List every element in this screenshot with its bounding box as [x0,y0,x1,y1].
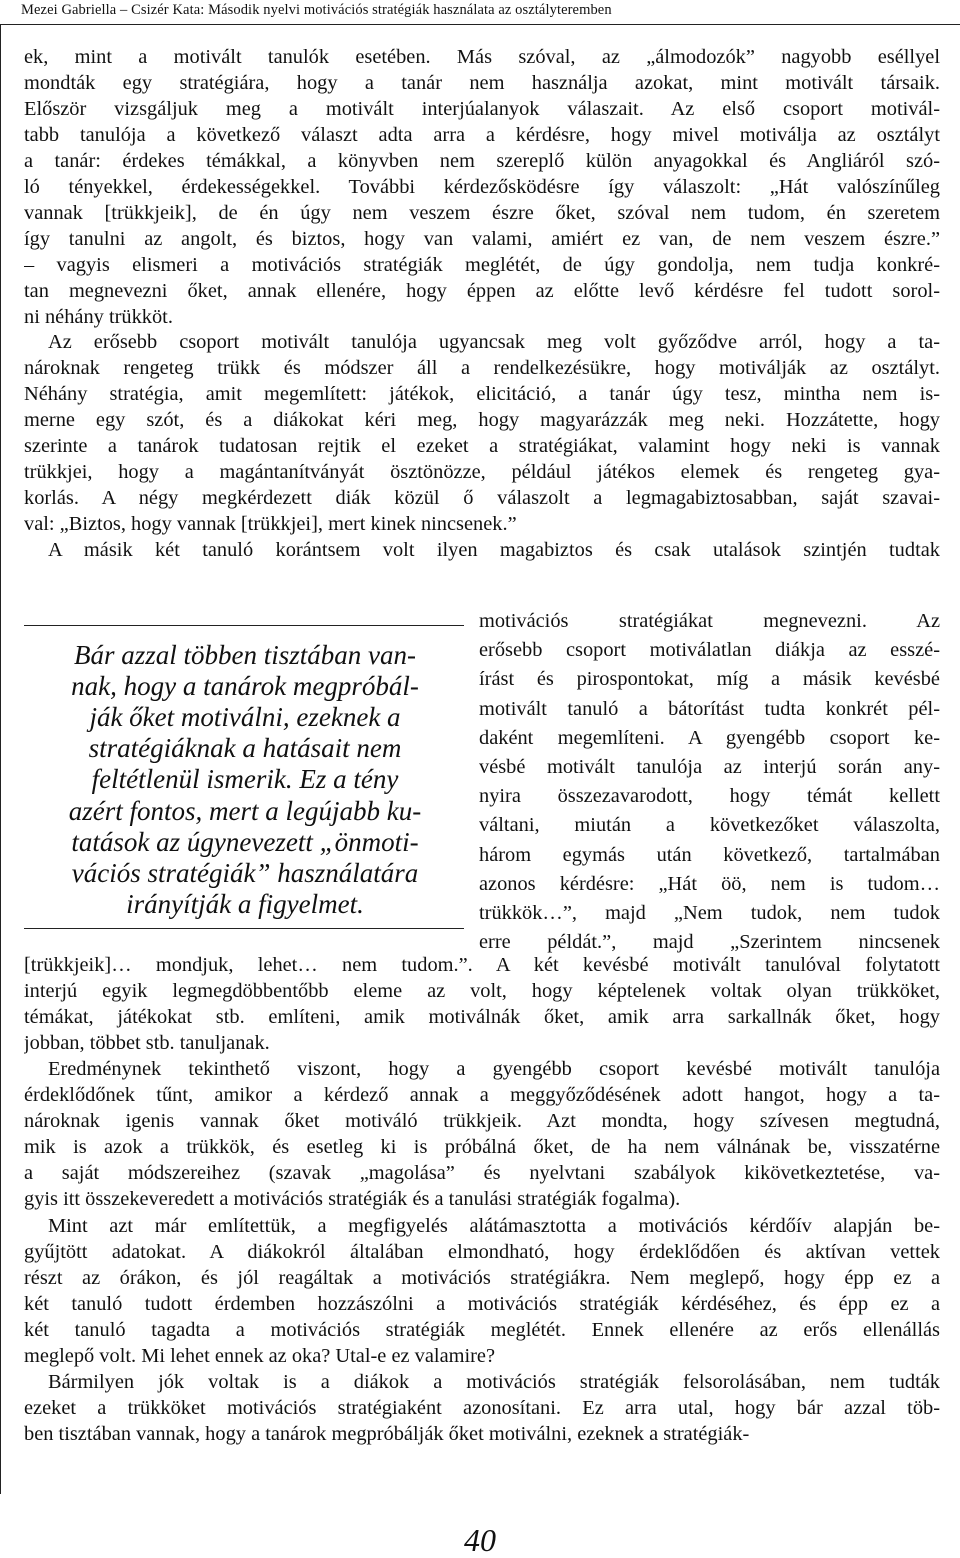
text-line: tan megnevezni őket, annak ellenére, hogy éppen az előtte levő kérdésre fel tudott sorol- [24,279,940,302]
text-line: gyűjtött adatokat. A diákokról általában elmondható, hogy érdeklődően és aktívan vettek [24,1240,940,1263]
text-line: témákat, játékokat stb. említeni, amik motiválnák őket, amik arra sarkallnák őket, hogy [24,1006,940,1029]
pull-quote-bottom-rule [24,928,464,929]
text-line: Mint azt már említettük, a megfigyelés alátámasztotta a motivációs kérdőív alapján be- [48,1214,940,1237]
text-line: azonos kérdésre: „Hát öö, nem is tudom… [479,872,940,895]
text-line: ek, mint a motivált tanulók esetében. Más szóval, az „álmodozók” nagyobb eséllyel [24,46,940,68]
pull-quote-line: stratégiáknak a hatásait nem [88,733,402,764]
text-line: mondták egy stratégiára, hogy a tanár nem használja azokat, mint motivált társaik. [24,71,940,94]
text-line: a saját módszereihez (szavak „magolása” és nyelvtani szabályok kikövetkeztetése, va- [24,1162,940,1185]
pull-quote-line: azért fontos, mert a legújabb ku- [68,795,422,826]
text-line: ben tisztában vannak, hogy a tanárok megpróbálják őket motiválni, ezeknek a stratégiák- [24,1422,750,1445]
pull-quote-line: ják őket motiválni, ezeknek a [89,702,401,733]
text-line: a tanár: érdekes témákkal, a könyvben nem szereplő külön anyagokkal és Angliáról szó- [24,149,940,172]
pull-quote-line: feltétlenül ismerik. Ez a tény [91,764,399,795]
text-line: erősebb csoport motiválatlan diákja az esszé- [479,639,940,662]
text-line: merne egy szót, és a diákokat kéri meg, hogy magyarázzák meg neki. Hozzátette, hogy [24,409,940,432]
pull-quote-line: vációs stratégiák” használatára [71,857,419,888]
text-line: tabb tanulója a következő választ adta arra a kérdésre, hogy mivel motiválja az osztályt [24,123,940,146]
text-line: három egymás után következő, tartalmában [479,843,940,866]
text-line: vannak [trükkjeik], de én úgy nem veszem észre őket, szóval nem tudom, én szeretem [24,201,940,224]
running-header: Mezei Gabriella – Csizér Kata: Második nyelvi motivációs stratégiák használata az osztályteremben [21,2,612,18]
text-line: mik is azok a trükkök, és esetleg ki is próbálná őket, de ha nem válnának be, visszatérne [24,1136,940,1159]
text-line: meglepő volt. Mi lehet ennek az oka? Utal-e ez valamire? [24,1344,496,1367]
text-line: Az erősebb csoport motivált tanulója ugyancsak meg volt győződve arról, hogy a ta- [48,331,940,354]
text-line: daként megemlíteni. A gyengébb csoport ke- [479,726,940,749]
text-line: Eredménynek tekinthető viszont, hogy a gyengébb csoport kevésbé motivált tanulója [48,1058,940,1081]
text-line: interjú egyik legmegdöbbentőbb eleme az volt, hogy képtelenek voltak olyan trükköket, [24,980,940,1003]
text-line: trükkjei, hogy a magántanítványát ösztönözze, például játékos elemek és rengeteg gya- [24,461,940,484]
text-line: így tanulni az angolt, és biztos, hogy van valami, amiért ez van, de nem veszem észre.” [24,227,940,250]
text-line: váltani, miután a következőket válaszolta, [479,814,940,837]
text-line: jobban, többet stb. tanuljanak. [24,1032,270,1055]
text-line: nyira összezavarodott, hogy témát kellett [479,785,940,808]
pull-quote-line: irányítják a figyelmet. [126,888,364,919]
text-line: két tanuló tudott érdemben hozzászólni a motivációs stratégiák kérdéséhez, és épp ez a [24,1292,940,1315]
text-line: írást és pirospontokat, míg a másik kevésbé [479,668,940,691]
pull-quote-line: nak, hogy a tanárok megpróbál- [71,671,419,702]
text-line: Bármilyen jók voltak is a diákok a motivációs stratégiák felsorolásában, nem tudták [48,1370,940,1393]
text-line: vésbé motivált tanulója az interjú során any- [479,756,940,778]
text-line: részt az órákon, és jól reagáltak a motivációs stratégiákra. Nem meglepő, hogy épp ez a [24,1266,940,1289]
left-margin-rule [0,24,1,1494]
text-line: trükkök…”, majd „Nem tudok, nem tudok [479,902,940,924]
text-line: gyis itt összekeveredett a motivációs stratégiák és a tanulási stratégiák fogalma). [24,1188,681,1211]
text-line: [trükkjeik]… mondjuk, lehet… nem tudom.”. A két kevésbé motivált tanulóval folytatott [24,954,940,976]
text-line: érdeklődőnek tűnt, amikor a kérdező annak a meggyőződésének adott hangot, hogy a ta- [24,1084,940,1107]
header-rule [0,24,960,25]
text-line: A másik két tanuló korántsem volt ilyen magabiztos és csak utalások szintjén tudtak [48,539,940,562]
text-line: nároknak rengeteg trükk és módszer áll a rendelkezésükre, hogy motiválják az osztályt. [24,357,940,380]
pull-quote-line: tatások az úgynevezett „önmoti- [71,826,419,857]
text-line: val: „Biztos, hogy vannak [trükkjei], mert kinek nincsenek.” [24,513,517,536]
pull-quote-top-rule [24,625,464,626]
page-number: 40 [464,1522,496,1558]
text-line: ezeket a trükköket motivációs stratégiaként azonosítani. Ez arra utal, hogy bár azzal töb- [24,1396,940,1419]
text-line: ni néhány trükköt. [24,305,173,328]
text-line: szerinte a tanárok tudatosan rejtik el ezeket a stratégiákat, valamint hogy neki is vannak [24,435,940,458]
text-line: Néhány stratégia, amit megemlített: játékok, elicitáció, a tanár úgy tesz, mintha nem is- [24,383,940,406]
text-line: Először vizsgáljuk meg a motivált interjúalanyok válaszait. Az első csoport motivál- [24,97,940,120]
text-line: nároknak igenis vannak őket motiváló trükkjeik. Azt mondta, hogy szívesen megtudná, [24,1110,940,1133]
text-line: – vagyis elismeri a motivációs stratégiák meglétét, de úgy gondolja, nem tudja konkré- [24,253,940,276]
text-line: két tanuló tagadta a motivációs stratégiák meglétét. Ennek ellenére az erős ellenállás [24,1318,940,1341]
text-line: motivációs stratégiákat megnevezni. Az [479,610,940,632]
text-line: ló tényekkel, érdekességekkel. További kérdezősködésre így válaszolt: „Hát valószínűleg [24,175,940,198]
pull-quote-line: Bár azzal többen tisztában van- [74,640,416,670]
text-line: korlás. A négy megkérdezett diák közül ő válaszolt a legmagabiztosabban, saját szavai- [24,487,940,510]
text-line: motivált tanuló a bátorítást tudta konkrét pél- [479,697,940,720]
text-line: erre példát.”, majd „Szerintem nincsenek [479,931,940,954]
